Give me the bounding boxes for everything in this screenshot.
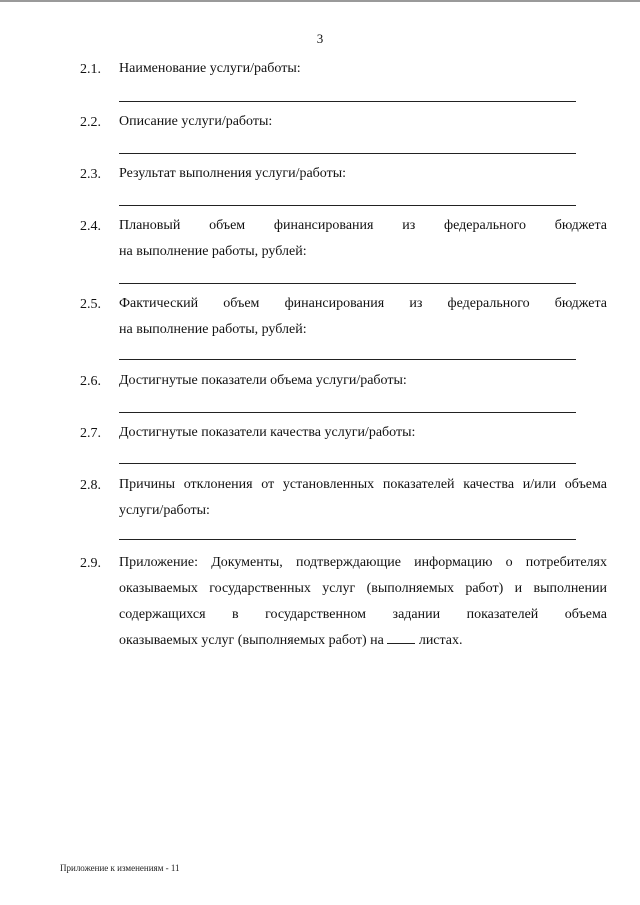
item-text-line-2: услуги/работы: — [119, 503, 210, 518]
item-number: 2.3. — [80, 167, 101, 182]
item-text-line-2: на выполнение работы, рублей: — [119, 322, 307, 337]
item-number: 2.2. — [80, 115, 101, 130]
item-text — [119, 550, 607, 654]
fill-in-line[interactable] — [119, 359, 576, 360]
page-number: 3 — [316, 31, 324, 46]
item-text — [119, 291, 607, 343]
fill-in-line[interactable] — [119, 412, 576, 413]
item-text: Наименование услуги/работы: — [119, 61, 301, 76]
item-text: Результат выполнения услуги/работы: — [119, 166, 347, 181]
item-text: Описание услуги/работы: — [119, 114, 273, 129]
item-text-line-3: содержащихся в государственном задании показателей объема — [119, 607, 607, 622]
fill-in-line[interactable] — [119, 539, 576, 540]
item-text — [119, 213, 607, 265]
sheet-count-blank[interactable] — [387, 631, 415, 644]
item-text-line-1: Причины отклонения от установленных показателей качества и/или объема — [119, 477, 607, 492]
item-text-line-4 — [119, 628, 607, 654]
item-text-line-2: на выполнение работы, рублей: — [119, 244, 307, 259]
item-number: 2.7. — [80, 426, 101, 441]
fill-in-line[interactable] — [119, 101, 576, 102]
item-number: 2.5. — [80, 297, 101, 312]
item-text: Достигнутые показатели объема услуги/работы: — [119, 373, 407, 388]
item-number: 2.6. — [80, 374, 101, 389]
item-text-line-1: Приложение: Документы, подтверждающие информацию о потребителях — [119, 555, 607, 570]
item-number: 2.9. — [80, 556, 101, 571]
page-top-border — [0, 0, 640, 2]
item-text: Достигнутые показатели качества услуги/работы: — [119, 425, 416, 440]
fill-in-line[interactable] — [119, 153, 576, 154]
fill-in-line[interactable] — [119, 205, 576, 206]
item-text-line-2: оказываемых государственных услуг (выполняемых работ) и выполнении — [119, 581, 607, 596]
fill-in-line[interactable] — [119, 463, 576, 464]
item-number: 2.4. — [80, 219, 101, 234]
item-text-line-1: Плановый объем финансирования из федерального бюджета — [119, 218, 607, 233]
item-number: 2.8. — [80, 478, 101, 493]
item-number: 2.1. — [80, 62, 101, 77]
item-text-line-4-before: оказываемых услуг (выполняемых работ) на — [119, 633, 384, 648]
item-text-line-4-after: листах. — [418, 633, 463, 648]
item-text — [119, 472, 607, 524]
fill-in-line[interactable] — [119, 283, 576, 284]
item-text-line-1: Фактический объем финансирования из федерального бюджета — [119, 296, 607, 311]
footer-note: Приложение к изменениям - 11 — [60, 863, 180, 873]
